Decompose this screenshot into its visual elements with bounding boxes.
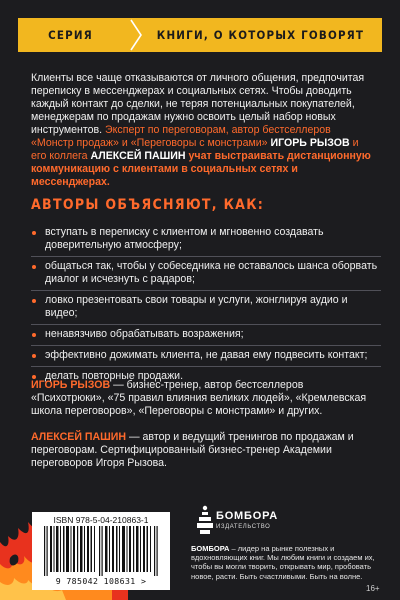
author2-text: — автор и ведущий тренингов по продажам и переговорам. Сертифицированный бизнес-тренер Академии переговоров Игоря Рызова. [31, 431, 354, 469]
bullet-dot-icon [32, 265, 36, 269]
publisher-description [191, 544, 381, 581]
intro-p1: Клиенты все чаще отказываются от личного общения, предпочитая переписку в мессенджерах и социальных сетях. Чтобы доводить каждый контакт до сделки, не теряя потенциальных покупателей, менеджерам по продажам нужно освоить целый набор новых инструментов. [31, 72, 365, 136]
intro-colleague: и его коллега [31, 137, 359, 162]
bullet-text: делать повторные продажи. [45, 370, 184, 382]
author1-text: — бизнес-тренер, автор бестселлеров «Психотрюки», «75 правил влияния великих людей», «Кремлевская школа переговоров», «Переговоры с монстрами» и других. [31, 379, 367, 417]
bullet-dot-icon [32, 354, 36, 358]
bullet-text: общаться так, чтобы у собеседника не оставалось шанса оборвать диалог и исчезнуть с радаров; [45, 260, 378, 285]
list-item [31, 257, 381, 291]
intro-teach: учат выстраивать дистанционную коммуникацию с клиентами в социальных сетях и мессенджерах. [31, 150, 371, 188]
series-name: КНИГИ, О КОТОРЫХ ГОВОРЯТ [156, 28, 365, 42]
author1-name: ИГОРЬ РЫЗОВ [31, 379, 111, 391]
bullet-text: ловко презентовать свои товары и услуги, жонглируя аудио и видео; [45, 294, 348, 319]
bullet-dot-icon [32, 299, 36, 303]
series-label: СЕРИЯ [48, 28, 93, 42]
publisher-name: БОМБОРА [216, 510, 279, 522]
intro-author1: ИГОРЬ РЫЗОВ [270, 137, 350, 149]
bullet-text: эффективно дожимать клиента, не давая ему подвесить контакт; [45, 349, 368, 361]
list-item [31, 325, 381, 346]
author-bio-ryzov [31, 379, 376, 418]
author2-name: АЛЕКСЕЙ ПАШИН [31, 431, 127, 443]
section-title: АВТОРЫ ОБЪЯСНЯЮТ, КАК: [31, 197, 265, 213]
bullet-text: ненавязчиво обрабатывать возражения; [45, 328, 244, 340]
chevron-right-icon [123, 18, 149, 52]
bullet-text: вступать в переписку с клиентом и мгновенно создавать доверительную атмосферу; [45, 226, 324, 251]
age-rating: 16+ [366, 584, 380, 593]
intro-author2: АЛЕКСЕЙ ПАШИН [90, 150, 186, 162]
isbn-text: ISBN 978-5-04-210863-1 [53, 515, 149, 525]
barcode-bars-icon [42, 526, 162, 576]
list-item [31, 346, 381, 367]
author-bio-pashin [31, 431, 376, 470]
publisher-subtitle: ИЗДАТЕЛЬСТВО [216, 524, 271, 530]
barcode-digits: 9 785042 108631 > [55, 576, 147, 586]
bullet-list [31, 223, 381, 387]
bullet-dot-icon [32, 333, 36, 337]
bullet-dot-icon [32, 231, 36, 235]
list-item [31, 291, 381, 325]
list-item [31, 223, 381, 257]
intro-text [31, 72, 376, 189]
publisher-desc-text: – лидер на рынке полезных и вдохновляющих книг. Мы любим книги и создаем их, чтобы вы могли творить, открывать мир, пробовать новое, расти. Быть счастливыми. Быть на волне. [191, 544, 375, 581]
barcode [32, 512, 170, 590]
series-banner [18, 18, 382, 52]
intro-expert: Эксперт по переговорам, автор бестселлеров «Монстр продаж» и «Переговоры с монстрами» [31, 124, 331, 149]
publisher-desc-name: БОМБОРА [191, 544, 230, 553]
